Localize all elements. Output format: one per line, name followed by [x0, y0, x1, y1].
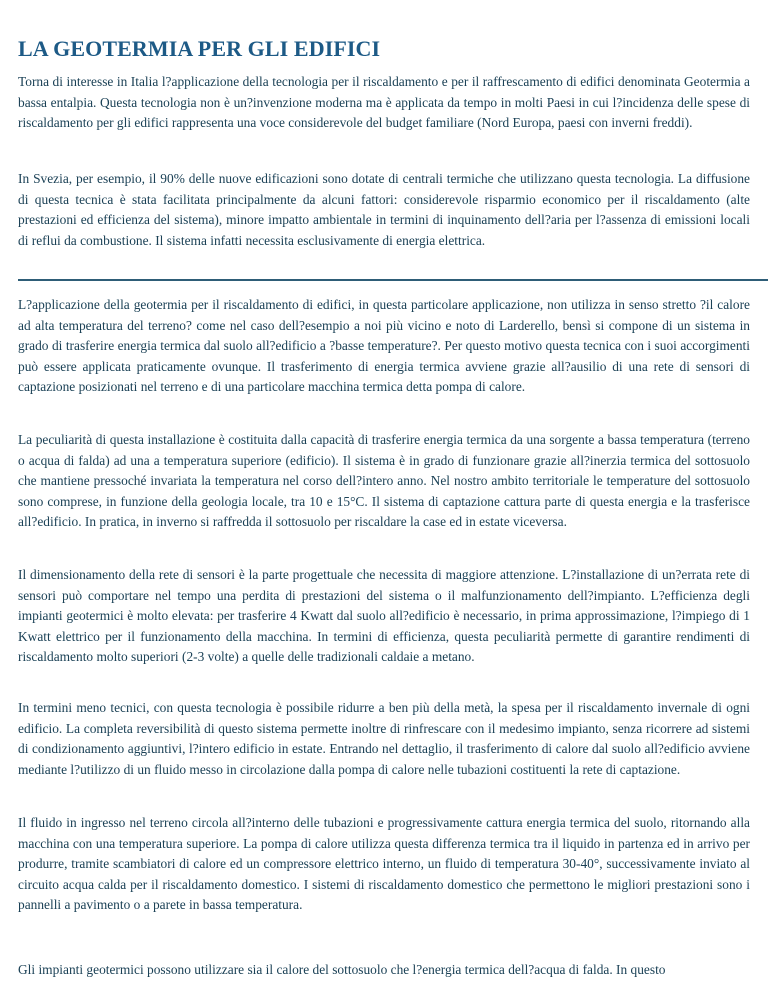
section-divider — [18, 279, 768, 281]
paragraph-fluid: Il fluido in ingresso nel terreno circola all?interno delle tubazioni e progressivamente cattura energia termica del suolo, ritornando alla macchina con una temperatura superiore. La pompa di calore utilizza questa differenza termica tra il liquido in partenza ed in arrivo per produrre, tramite scambiatori di calore ed un compressore elettrico interno, un fluido di temperatura 30-40°, successivamente inviato al circuito acqua calda per il riscaldamento domestico. I sistemi di riscaldamento domestico che permettono le migliori prestazioni sono i pannelli a pavimento o a parete in bassa temperatura. — [18, 815, 750, 913]
paragraph-less-technical: In termini meno tecnici, con questa tecnologia è possibile ridurre a ben più della metà, la spesa per il riscaldamento invernale di ogni edificio. La completa reversibilità di questo sistema permette inoltre di rinfrescare con il medesimo impianto, senza ricorrere ad sistemi di condizionamento aggiuntivi, l?intero edificio in estate. Entrando nel dettaglio, il trasferimento di calore dal suolo all?edificio avviene mediante l?utilizzo di un fluido messo in circolazione dalla pompa di calore nelle tubazioni costituenti la rete di captazione. — [18, 700, 750, 777]
paragraph-application: L?applicazione della geotermia per il riscaldamento di edifici, in questa particolare applicazione, non utilizza in senso stretto ?il calore ad alta temperatura del terreno? come nel caso dell?esempio a noi più vicino e noto di Larderello, bensì si compone di un sistema in grado di trasferire energia termica dal suolo all?edificio a ?basse temperature?. Per questo motivo questa tecnica con i suoi accorgimenti può essere applicata praticamente ovunque. Il trasferimento di energia termica avviene grazie all?ausilio di una rete di sensori di captazione posizionati nel terreno e di una particolare macchina termica detta pompa di calore. — [18, 297, 750, 395]
paragraph-peculiarity: La peculiarità di questa installazione è costituita dalla capacità di trasferire energia termica da una sorgente a bassa temperatura (terreno o acqua di falda) ad una a temperatura superiore (edificio). Il sistema è in grado di funzionare grazie all?inerzia termica del sottosuolo che mantiene pressoché invariata la temperatura nel corso dell?intero anno. Nel nostro ambito territoriale le temperature del sottosuolo sono comprese, in funzione della geologia locale, tra 10 e 15°C. Il sistema di captazione cattura parte di questa energia e la trasferisce all?edificio. In pratica, in inverno si raffredda il sottosuolo per riscaldare la case ed in estate viceversa. — [18, 432, 750, 530]
paragraph-groundwater: Gli impianti geotermici possono utilizzare sia il calore del sottosuolo che l?energia termica dell?acqua di falda. In questo — [18, 962, 666, 977]
paragraph-sweden: In Svezia, per esempio, il 90% delle nuove edificazioni sono dotate di centrali termiche che utilizzano questa tecnologia. La diffusione di questa tecnica è stata facilitata principalmente da alcuni fattori: considerevole risparmio economico per il riscaldamento (alte prestazioni ed efficienza del sistema), minore impatto ambientale in termini di inquinamento dell?aria per l?assenza di emissioni locali di reflui da combustione. Il sistema infatti necessita esclusivamente di energia elettrica. — [18, 171, 750, 248]
paragraph-intro: Torna di interesse in Italia l?applicazione della tecnologia per il riscaldamento e per il raffrescamento di edifici denominata Geotermia a bassa entalpia. Questa tecnologia non è un?invenzione moderna ma è applicata da tempo in molti Paesi in cui l?incidenza delle spese di riscaldamento per gli edifici rappresenta una voce considerevole del budget familiare (Nord Europa, paesi con inverni freddi). — [18, 74, 750, 131]
page-title: LA GEOTERMIA PER GLI EDIFICI — [18, 36, 381, 61]
paragraph-sizing: Il dimensionamento della rete di sensori è la parte progettuale che necessita di maggiore attenzione. L?installazione di un?errata rete di sensori può comportare nel tempo una perdita di prestazioni del sistema o il malfunzionamento dell?impianto. L?efficienza degli impianti geotermici è molto elevata: per trasferire 4 Kwatt dal suolo all?edificio è necessario, in prima approssimazione, l?impiego di 1 Kwatt elettrico per il funzionamento della macchina. In termini di efficienza, questa peculiarità permette di garantire rendimenti di riscaldamento molto superiori (2-3 volte) a quelle delle tradizionali caldaie a metano. — [18, 567, 750, 665]
